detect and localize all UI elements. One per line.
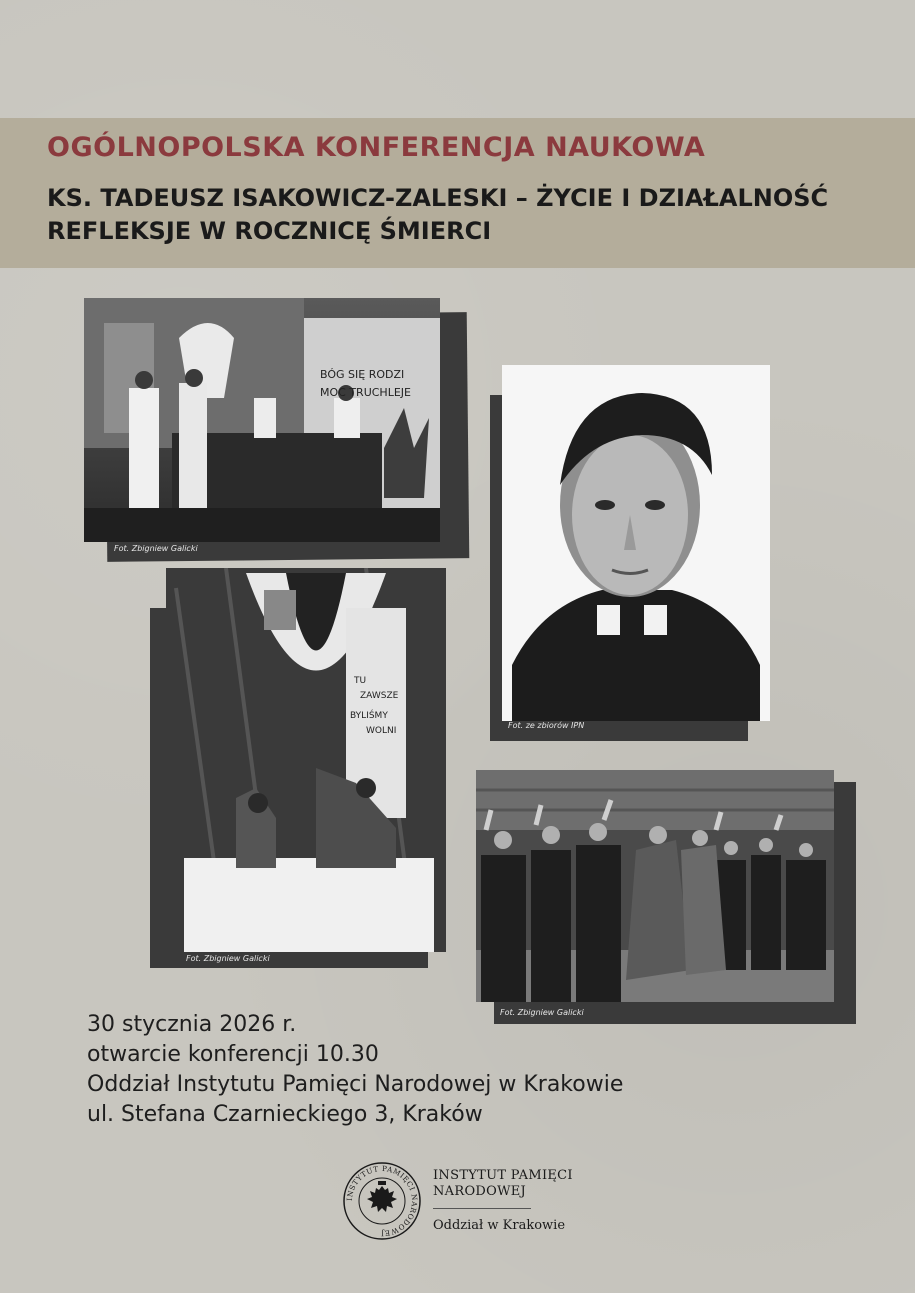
photo-church-banner <box>150 568 448 970</box>
photo-portrait-image <box>502 365 770 721</box>
title-line-2: REFLEKSJE W ROCZNICĘ ŚMIERCI <box>47 217 492 245</box>
conference-title <box>47 182 828 248</box>
event-opening-time: otwarcie konferencji 10.30 <box>87 1042 379 1067</box>
ipn-wordmark <box>433 1168 573 1233</box>
photo-caption: Fot. Zbigniew Galicki <box>500 1008 584 1017</box>
svg-text:INSTYTUT PAMIĘCI NARODOWEJ: INSTYTUT PAMIĘCI NARODOWEJ <box>344 1163 420 1239</box>
event-address: ul. Stefana Czarnieckiego 3, Kraków <box>87 1102 483 1127</box>
banner-text-2: MOC TRUCHLEJE <box>320 386 411 399</box>
event-date: 30 stycznia 2026 r. <box>87 1012 297 1037</box>
logo-divider <box>433 1208 531 1209</box>
photo-church-banner-image <box>166 568 446 952</box>
photo-portrait <box>490 365 772 741</box>
photo-crowd-image <box>476 770 834 1002</box>
photo-mass-altar-image <box>84 298 440 542</box>
banner-text-1: BÓG SIĘ RODZI <box>320 368 405 381</box>
photo-caption: Fot. Zbigniew Galicki <box>186 954 270 963</box>
photo-caption: Fot. ze zbiorów IPN <box>508 721 585 730</box>
event-venue: Oddział Instytutu Pamięci Narodowej w Krakowie <box>87 1072 624 1097</box>
banner-text-bylismy: BYLIŚMY <box>350 711 388 721</box>
title-line-1: KS. TADEUSZ ISAKOWICZ-ZALESKI – ŻYCIE I DZIAŁALNOŚĆ <box>47 184 829 212</box>
conference-kicker: OGÓLNOPOLSKA KONFERENCJA NAUKOWA <box>47 132 706 163</box>
photo-crowd <box>476 770 856 1024</box>
photo-caption: Fot. Zbigniew Galicki <box>114 544 198 553</box>
ipn-name-line-2: NARODOWEJ <box>433 1184 527 1199</box>
photo-mass-altar <box>84 298 468 560</box>
banner-text-wolni: WOLNI <box>366 726 397 736</box>
ipn-name-line-1: INSTYTUT PAMIĘCI <box>433 1168 573 1183</box>
ipn-seal-logo <box>343 1162 421 1240</box>
banner-text-tu: TU <box>354 676 367 686</box>
event-details <box>87 1010 623 1130</box>
banner-text-zawsze: ZAWSZE <box>360 691 399 701</box>
ipn-branch: Oddział w Krakowie <box>433 1218 566 1233</box>
